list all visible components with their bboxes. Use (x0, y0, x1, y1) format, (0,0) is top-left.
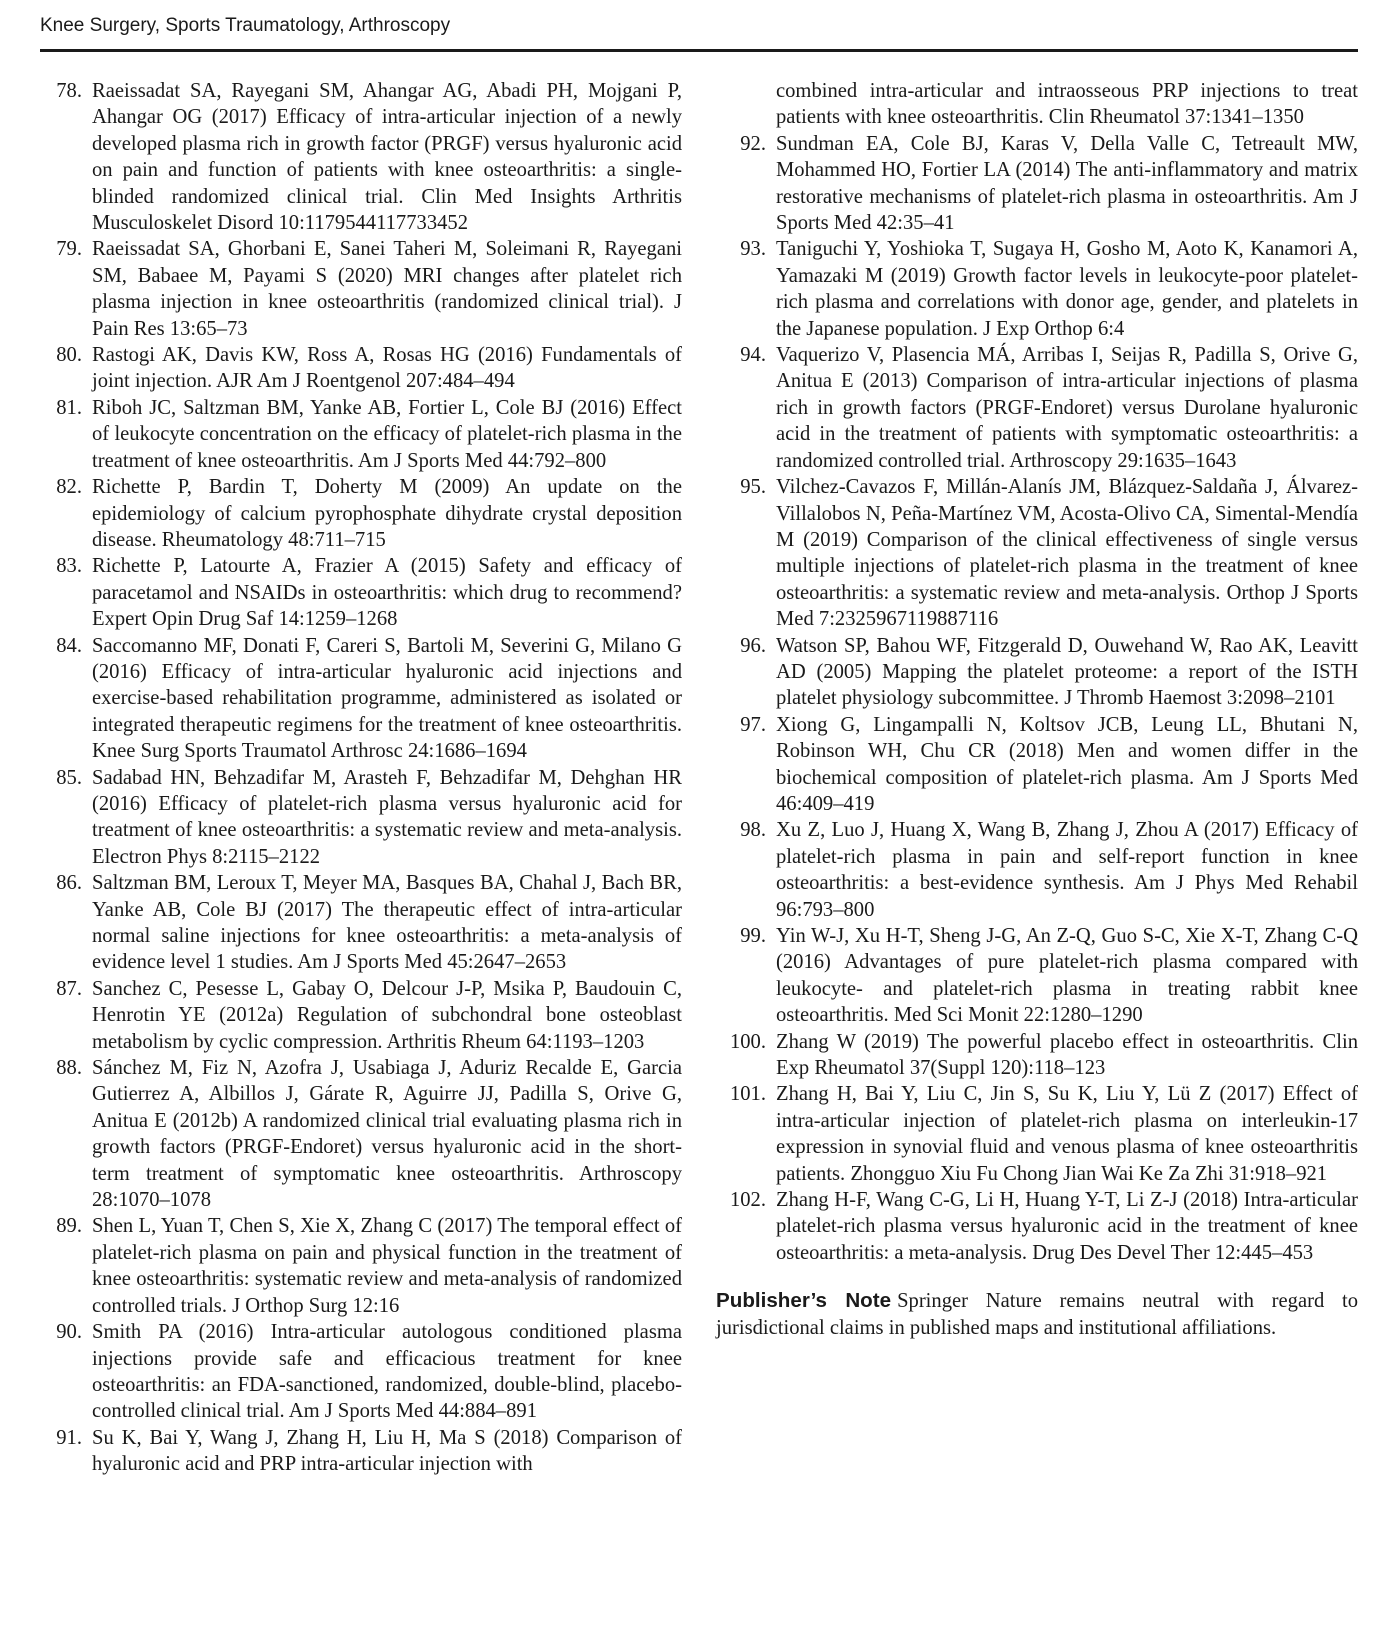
reference-text: Saccomanno MF, Donati F, Careri S, Bartoli M, Severini G, Milano G (2016) Efficacy of intra-articular hyaluronic acid injections and exercise-based rehabilitation programme, administered as isolated or integrated therapeutic regimens for the treatment of knee osteoarthritis. Knee Surg Sports Traumatol Arthrosc 24:1686–1694 (92, 634, 682, 763)
reference-101 (716, 1081, 1358, 1187)
reference-text: Sánchez M, Fiz N, Azofra J, Usabiaga J, Aduriz Recalde E, Garcia Gutierrez A, Albillos J, Gárate R, Aguirre JJ, Padilla S, Orive G, Anitua E (2012b) A randomized clinical trial evaluating plasma rich in growth factors (PRGF-Endoret) versus hyaluronic acid in the short-term treatment of symptomatic knee osteoarthritis. Arthroscopy 28:1070–1078 (92, 1057, 682, 1212)
reference-number: 93. (740, 238, 766, 261)
reference-85 (40, 765, 682, 871)
reference-text: Taniguchi Y, Yoshioka T, Sugaya H, Gosho M, Aoto K, Kanamori A, Yamazaki M (2019) Growth factor levels in leukocyte-poor platelet-rich plasma and correlations with donor age, gender, and platelets in the Japanese population. J Exp Orthop 6:4 (776, 238, 1358, 340)
reference-number: 90. (56, 1321, 82, 1344)
reference-text: Shen L, Yuan T, Chen S, Xie X, Zhang C (2017) The temporal effect of platelet-rich plasma on pain and physical function in the treatment of knee osteoarthritis: systematic review and meta-analysis of randomized controlled trials. J Orthop Surg 12:16 (92, 1215, 682, 1317)
reference-number: 96. (740, 634, 766, 657)
reference-text: Raeissadat SA, Rayegani SM, Ahangar AG, Abadi PH, Mojgani P, Ahangar OG (2017) Efficacy of intra-articular injection of a newly developed plasma rich in growth factor (PRGF) versus hyaluronic acid on pain and function of patients with knee osteoarthritis: a single-blinded randomized clinical trial. Clin Med Insights Arthritis Musculoskelet Disord 10:1179544117733452 (92, 80, 682, 235)
reference-79 (40, 236, 682, 342)
reference-text: Riboh JC, Saltzman BM, Yanke AB, Fortier L, Cole BJ (2016) Effect of leukocyte concentration on the efficacy of platelet-rich plasma in the treatment of knee osteoarthritis. Am J Sports Med 44:792–800 (92, 396, 682, 472)
reference-98 (716, 817, 1358, 923)
reference-text: Zhang W (2019) The powerful placebo effect in osteoarthritis. Clin Exp Rheumatol 37(Suppl 120):118–123 (776, 1030, 1358, 1080)
reference-number: 97. (740, 713, 766, 736)
reference-text: Zhang H, Bai Y, Liu C, Jin S, Su K, Liu Y, Lü Z (2017) Effect of intra-articular injection of platelet-rich plasma on interleukin-17 expression in synovial fluid and venous plasma of knee osteoarthritis patients. Zhongguo Xiu Fu Chong Jian Wai Ke Za Zhi 31:918–921 (776, 1083, 1358, 1185)
reference-text: Xu Z, Luo J, Huang X, Wang B, Zhang J, Zhou A (2017) Efficacy of platelet-rich plasma in pain and self-report function in knee osteoarthritis: a best-evidence synthesis. Am J Phys Med Rehabil 96:793–800 (776, 819, 1358, 921)
reference-91-continued (716, 78, 1358, 131)
reference-87 (40, 976, 682, 1055)
reference-78 (40, 78, 682, 236)
reference-91 (40, 1425, 682, 1478)
reference-number: 86. (56, 872, 82, 895)
reference-number: 84. (56, 634, 82, 657)
reference-text: Raeissadat SA, Ghorbani E, Sanei Taheri M, Soleimani R, Rayegani SM, Babaee M, Payami S (2020) MRI changes after platelet rich plasma injection in knee osteoarthritis (randomized clinical trial). J Pain Res 13:65–73 (92, 238, 682, 340)
reference-number: 79. (56, 238, 82, 261)
reference-number: 83. (56, 555, 82, 578)
reference-82 (40, 474, 682, 553)
reference-95 (716, 474, 1358, 632)
reference-97 (716, 712, 1358, 818)
reference-84 (40, 633, 682, 765)
reference-100 (716, 1029, 1358, 1082)
reference-number: 95. (740, 476, 766, 499)
header-rule (40, 49, 1358, 52)
reference-80 (40, 342, 682, 395)
reference-text: Sadabad HN, Behzadifar M, Arasteh F, Behzadifar M, Dehghan HR (2016) Efficacy of platelet-rich plasma versus hyaluronic acid for treatment of knee osteoarthritis: a systematic review and meta-analysis. Electron Phys 8:2115–2122 (92, 766, 682, 868)
reference-99 (716, 923, 1358, 1029)
reference-number: 87. (56, 977, 82, 1000)
reference-text: Su K, Bai Y, Wang J, Zhang H, Liu H, Ma S (2018) Comparison of hyaluronic acid and PRP intra-articular injection with (92, 1426, 682, 1476)
publisher-note-label: Publisher’s Note (716, 1289, 892, 1313)
reference-column-right (716, 78, 1358, 1341)
reference-number: 81. (56, 396, 82, 419)
reference-93 (716, 236, 1358, 342)
publisher-note (716, 1288, 1358, 1341)
reference-number: 82. (56, 476, 82, 499)
reference-86 (40, 870, 682, 976)
reference-text: Rastogi AK, Davis KW, Ross A, Rosas HG (2016) Fundamentals of joint injection. AJR Am J Roentgenol 207:484–494 (92, 344, 682, 393)
reference-number: 85. (56, 766, 82, 789)
reference-text: Vaquerizo V, Plasencia MÁ, Arribas I, Seijas R, Padilla S, Orive G, Anitua E (2013) Comparison of intra-articular injections of plasma rich in growth factors (PRGF-Endoret) versus Durolane hyaluronic acid in the treatment of patients with symptomatic osteoarthritis: a randomized controlled trial. Arthroscopy 29:1635–1643 (776, 344, 1358, 472)
reference-text: Watson SP, Bahou WF, Fitzgerald D, Ouwehand W, Rao AK, Leavitt AD (2005) Mapping the platelet proteome: a report of the ISTH platelet physiology subcommittee. J Thromb Haemost 3:2098–2101 (776, 634, 1358, 710)
reference-text: Zhang H-F, Wang C-G, Li H, Huang Y-T, Li Z-J (2018) Intra-articular platelet-rich plasma versus hyaluronic acid in the treatment of knee osteoarthritis: a meta-analysis. Drug Des Devel Ther 12:445–453 (776, 1189, 1358, 1264)
reference-102 (716, 1187, 1358, 1266)
reference-94 (716, 342, 1358, 474)
reference-number: 101. (729, 1083, 766, 1106)
reference-text: Richette P, Latourte A, Frazier A (2015) Safety and efficacy of paracetamol and NSAIDs in osteoarthritis: which drug to recommend? Expert Opin Drug Saf 14:1259–1268 (92, 555, 682, 631)
reference-number: 88. (56, 1057, 82, 1080)
reference-81 (40, 395, 682, 474)
reference-number: 91. (56, 1426, 82, 1449)
reference-text: Saltzman BM, Leroux T, Meyer MA, Basques BA, Chahal J, Bach BR, Yanke AB, Cole BJ (2017) The therapeutic effect of intra-articular normal saline injections for knee osteoarthritis: a meta-analysis of evidence level 1 studies. Am J Sports Med 45:2647–2653 (92, 872, 682, 974)
publisher-note-text: Springer Nature remains neutral with regard to jurisdictional claims in published maps and institutional affiliations. (716, 1290, 1358, 1339)
reference-text: Xiong G, Lingampalli N, Koltsov JCB, Leung LL, Bhutani N, Robinson WH, Chu CR (2018) Men and women differ in the biochemical composition of platelet-rich plasma. Am J Sports Med 46:409–419 (776, 713, 1358, 815)
reference-text: Yin W-J, Xu H-T, Sheng J-G, An Z-Q, Guo S-C, Xie X-T, Zhang C-Q (2016) Advantages of pure platelet-rich plasma compared with leukocyte- and platelet-rich plasma in treating rabbit knee osteoarthritis. Med Sci Monit 22:1280–1290 (776, 925, 1358, 1027)
journal-title: Knee Surgery, Sports Traumatology, Arthroscopy (40, 15, 451, 36)
reference-96 (716, 633, 1358, 712)
reference-text: Sanchez C, Pesesse L, Gabay O, Delcour J-P, Msika P, Baudouin C, Henrotin YE (2012a) Regulation of subchondral bone osteoblast metabolism by cyclic compression. Arthritis Rheum 64:1193–1203 (92, 977, 682, 1053)
reference-text: Smith PA (2016) Intra-articular autologous conditioned plasma injections provide safe and efficacious treatment for knee osteoarthritis: an FDA-sanctioned, randomized, double-blind, placebo-controlled clinical trial. Am J Sports Med 44:884–891 (92, 1321, 682, 1423)
reference-text: combined intra-articular and intraosseous PRP injections to treat patients with knee osteoarthritis. Clin Rheumatol 37:1341–1350 (776, 80, 1358, 129)
reference-number: 78. (56, 80, 82, 102)
reference-number: 80. (56, 344, 82, 367)
reference-text: Richette P, Bardin T, Doherty M (2009) An update on the epidemiology of calcium pyrophosphate dihydrate crystal deposition disease. Rheumatology 48:711–715 (92, 476, 682, 551)
reference-number: 98. (740, 819, 766, 842)
reference-92 (716, 131, 1358, 237)
reference-number: 99. (740, 925, 766, 947)
reference-number: 102. (729, 1189, 766, 1212)
reference-column-left (40, 78, 682, 1478)
reference-89 (40, 1213, 682, 1319)
reference-number: 100. (729, 1030, 766, 1053)
reference-text: Vilchez-Cavazos F, Millán-Alanís JM, Blázquez-Saldaña J, Álvarez-Villalobos N, Peña-Martínez VM, Acosta-Olivo CA, Simental-Mendía M (2019) Comparison of the clinical effectiveness of single versus multiple injections of platelet-rich plasma in the treatment of knee osteoarthritis: a systematic review and meta-analysis. Orthop J Sports Med 7:2325967119887116 (776, 476, 1358, 631)
reference-83 (40, 553, 682, 632)
reference-text: Sundman EA, Cole BJ, Karas V, Della Valle C, Tetreault MW, Mohammed HO, Fortier LA (2014) The anti-inflammatory and matrix restorative mechanisms of platelet-rich plasma in osteoarthritis. Am J Sports Med 42:35–41 (776, 132, 1358, 235)
reference-number: 89. (56, 1215, 82, 1238)
reference-90 (40, 1319, 682, 1425)
reference-number: 94. (740, 344, 766, 367)
reference-number: 92. (740, 132, 766, 155)
reference-88 (40, 1055, 682, 1213)
